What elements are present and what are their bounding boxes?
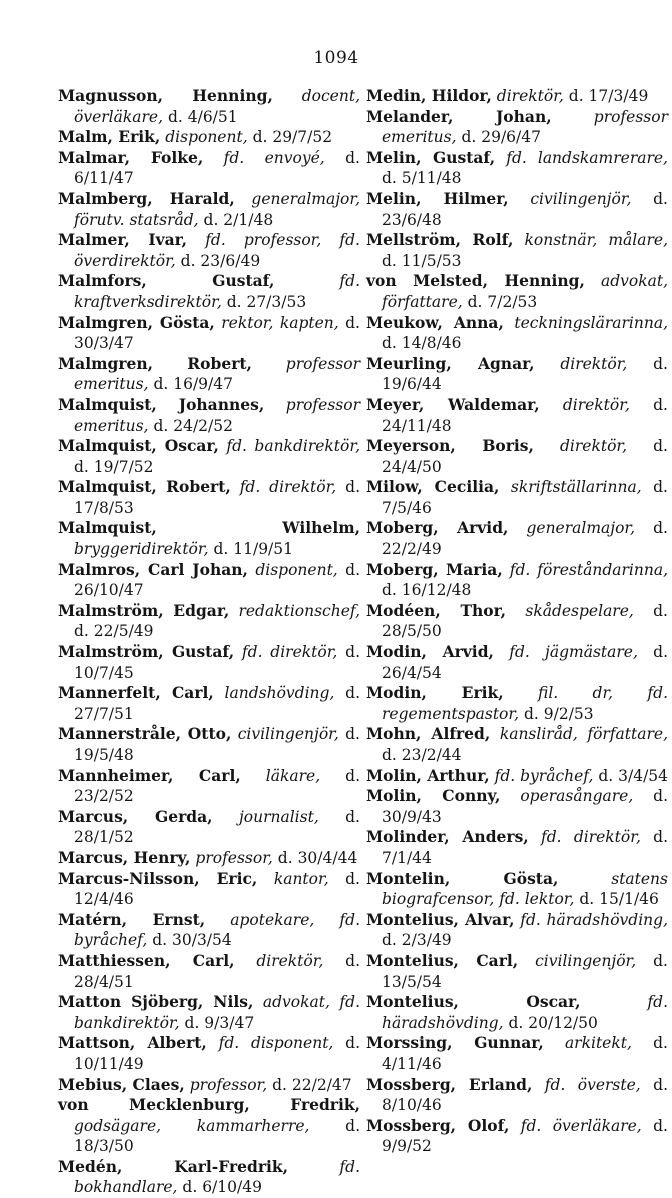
entry-name: Marcus, Henry, — [58, 847, 191, 867]
obituary-entry — [366, 230, 668, 271]
obituary-entry — [58, 848, 360, 869]
entry-name: Medén, Karl-Fredrik, — [58, 1156, 289, 1176]
entry-description: direktör, — [562, 395, 630, 414]
entry-description: fd. föreståndarinna, — [509, 560, 668, 579]
entry-death-date: d. 7/1/44 — [382, 828, 668, 867]
entry-description: godsägare, kammarherre, — [74, 1116, 310, 1135]
entry-description: direktör, — [496, 87, 564, 105]
entry-description: fd. disponent, — [218, 1034, 334, 1053]
entry-description: statens biografcensor, fd. lektor, — [382, 869, 668, 909]
entry-death-date: d. 7/5/46 — [382, 478, 668, 517]
entry-description: disponent, — [165, 128, 248, 147]
entry-name: Mebius, Claes, — [58, 1074, 185, 1094]
entry-description: direktör, — [560, 354, 628, 373]
obituary-entry — [58, 642, 360, 683]
obituary-entry — [58, 992, 360, 1033]
obituary-entry — [366, 827, 668, 868]
obituary-entry — [58, 1157, 360, 1198]
entry-name: Matthiessen, Carl, — [58, 950, 235, 970]
entry-death-date: d. 10/7/45 — [74, 643, 360, 682]
entry-name: Mohn, Alfred, — [366, 724, 491, 744]
entry-death-date: d. 15/1/46 — [579, 890, 659, 909]
obituary-entry — [366, 107, 668, 148]
entry-death-date: d. 28/4/51 — [74, 951, 360, 991]
entry-name: Molin, Arthur, — [366, 765, 490, 785]
entry-death-date: d. 17/8/53 — [74, 478, 360, 517]
entry-description: rektor, kapten, — [221, 313, 339, 332]
entry-name: Mellström, Rolf, — [366, 230, 514, 250]
obituary-entry — [58, 189, 360, 230]
entry-description: civilingenjör, — [237, 725, 339, 744]
entry-description: advokat, författare, — [382, 272, 668, 311]
obituary-entry — [366, 518, 668, 559]
entry-name: Montelin, Gösta, — [366, 868, 559, 888]
entry-name: Magnusson, Henning, — [58, 86, 273, 105]
entry-name: Malmberg, Harald, — [58, 188, 235, 208]
entry-death-date: d. 20/12/50 — [508, 1013, 598, 1032]
obituary-entry — [366, 354, 668, 395]
obituary-entry — [58, 724, 360, 765]
entry-death-date: d. 14/8/46 — [382, 334, 462, 353]
entry-name: Malmer, Ivar, — [58, 230, 188, 250]
entry-description: professor emeritus, — [74, 395, 360, 435]
entry-description: professor, — [189, 1075, 268, 1094]
entry-death-date: d. 30/9/43 — [382, 787, 668, 826]
entry-description: direktör, — [560, 437, 628, 456]
entry-name: Malmström, Edgar, — [58, 600, 230, 620]
entry-name: Meurling, Agnar, — [366, 353, 535, 373]
entry-description: fd. överste, — [544, 1075, 641, 1094]
entry-name: Malmar, Folke, — [58, 147, 204, 167]
entry-name: Molin, Conny, — [366, 786, 501, 806]
obituary-entry — [58, 766, 360, 807]
entry-death-date: d. 13/5/54 — [382, 951, 668, 991]
entry-description: landshövding, — [224, 684, 335, 703]
entry-name: Modin, Arvid, — [366, 642, 494, 662]
obituary-entry — [366, 910, 668, 951]
entry-description: fd. bokhandlare, — [74, 1157, 360, 1197]
entry-death-date: d. 28/1/52 — [74, 807, 360, 847]
obituary-entry — [58, 477, 360, 518]
obituary-entry — [58, 395, 360, 436]
entry-name: Mannerstråle, Otto, — [58, 724, 232, 744]
entry-description: disponent, — [255, 560, 338, 579]
obituary-entry — [366, 271, 668, 312]
left-column — [58, 86, 360, 1198]
entry-description: fd. bankdirektör, — [226, 437, 360, 456]
entry-name: Malmgren, Robert, — [58, 353, 252, 373]
entry-name: Malmström, Gustaf, — [58, 642, 235, 662]
page-number: 1094 — [313, 48, 359, 68]
obituary-entry — [366, 477, 668, 518]
entry-name: Malm, Erik, — [58, 127, 161, 147]
entry-death-date: d. 30/3/54 — [152, 931, 232, 950]
entry-death-date: d. 11/9/51 — [213, 540, 293, 559]
entry-description: fil. dr, fd. regementspastor, — [382, 684, 669, 723]
entry-name: Meyerson, Boris, — [366, 436, 534, 456]
entry-name: Matton Sjöberg, Nils, — [58, 992, 254, 1012]
entry-death-date: d. 27/3/53 — [226, 292, 307, 311]
entry-death-date: d. 7/2/53 — [467, 292, 538, 311]
obituary-entry — [58, 807, 360, 848]
obituary-entry — [58, 436, 360, 477]
entry-name: Matérn, Ernst, — [58, 909, 206, 929]
obituary-entry — [58, 313, 360, 354]
entry-death-date: d. 19/5/48 — [74, 725, 360, 764]
entry-description: skådespelare, — [525, 601, 634, 620]
entry-name: Modéen, Thor, — [366, 600, 507, 620]
right-column — [366, 86, 668, 1157]
entry-death-date: d. 27/7/51 — [74, 684, 360, 723]
entry-description: kansliråd, författare, — [499, 725, 668, 744]
entry-description: docent, överläkare, — [74, 87, 360, 126]
entry-name: Milow, Cecilia, — [366, 477, 500, 497]
entry-death-date: d. 22/2/47 — [272, 1075, 352, 1094]
entry-death-date: d. 16/9/47 — [153, 375, 233, 394]
obituary-entry — [366, 313, 668, 354]
obituary-entry — [58, 601, 360, 642]
entry-name: Mossberg, Erland, — [366, 1074, 533, 1094]
entry-death-date: d. 19/6/44 — [382, 354, 668, 394]
entry-name: Malmquist, Johannes, — [58, 394, 265, 414]
entry-name: Montelius, Alvar, — [366, 909, 515, 929]
entry-death-date: d. 8/10/46 — [382, 1075, 668, 1115]
entry-death-date: d. 24/11/48 — [382, 395, 668, 435]
entry-death-date: d. 26/4/54 — [382, 643, 669, 682]
entry-description: professor emeritus, — [74, 354, 360, 394]
entry-death-date: d. 22/5/49 — [74, 622, 154, 641]
obituary-entry — [58, 1033, 360, 1074]
entry-death-date: d. 9/9/52 — [382, 1116, 668, 1156]
entry-death-date: d. 4/6/51 — [167, 107, 238, 126]
entry-description: konstnär, målare, — [524, 231, 668, 250]
entry-death-date: d. 30/4/44 — [277, 848, 358, 867]
obituary-entry — [366, 786, 668, 827]
entry-death-date: d. 12/4/46 — [74, 869, 360, 909]
obituary-entry — [366, 724, 668, 765]
obituary-entry — [58, 354, 360, 395]
entry-description: fd. landskamrerare, — [506, 148, 668, 167]
obituary-entry — [366, 642, 668, 683]
entry-name: von Mecklenburg, Fredrik, — [58, 1095, 360, 1115]
entry-description: fd. envoyé, — [223, 148, 325, 167]
obituary-entry — [366, 992, 668, 1033]
entry-death-date: d. 23/6/48 — [382, 189, 668, 229]
obituary-entry — [58, 869, 360, 910]
entry-description: journalist, — [238, 807, 319, 826]
entry-death-date: d. 3/4/54 — [598, 766, 669, 785]
entry-name: Medin, Hildor, — [366, 86, 492, 105]
obituary-entry — [366, 395, 668, 436]
entry-description: fd. byråchef, — [494, 766, 594, 785]
entry-death-date: d. 6/11/47 — [74, 148, 360, 188]
entry-death-date: d. 23/6/49 — [180, 251, 261, 270]
entry-name: Montelius, Carl, — [366, 950, 519, 970]
entry-death-date: d. 24/4/50 — [382, 437, 668, 476]
entry-description: fd. häradshövding, — [382, 993, 668, 1032]
entry-description: fd. professor, fd. överdirektör, — [74, 231, 360, 270]
entry-description: arkitekt, — [564, 1034, 632, 1053]
entry-description: skriftställarinna, — [510, 478, 642, 497]
obituary-entry — [58, 1095, 360, 1157]
entry-death-date: d. 4/11/46 — [382, 1034, 668, 1073]
obituary-entry — [58, 230, 360, 271]
entry-death-date: d. 18/3/50 — [74, 1116, 360, 1156]
obituary-entry — [366, 1116, 668, 1157]
entry-name: Mattson, Albert, — [58, 1033, 207, 1053]
entry-name: Molinder, Anders, — [366, 827, 529, 847]
obituary-entry — [58, 127, 360, 148]
entry-name: Melander, Johan, — [366, 106, 552, 126]
entry-description: fd. direktör, — [540, 828, 641, 847]
entry-name: Malmgren, Gösta, — [58, 312, 215, 332]
entry-name: Meyer, Waldemar, — [366, 394, 540, 414]
entry-death-date: d. 17/3/49 — [568, 87, 649, 105]
obituary-entry — [58, 683, 360, 724]
entry-description: apotekare, fd. byråchef, — [74, 910, 360, 950]
obituary-entry — [58, 560, 360, 601]
obituary-entry — [366, 148, 668, 189]
entry-description: redaktionschef, — [238, 601, 360, 620]
entry-description: fd. jägmästare, — [509, 643, 638, 662]
entry-name: Melin, Hilmer, — [366, 188, 509, 208]
entry-name: Malmquist, Oscar, — [58, 436, 219, 456]
obituary-entry — [366, 683, 668, 724]
entry-death-date: d. 29/6/47 — [461, 128, 541, 147]
obituary-entry — [58, 148, 360, 189]
entry-death-date: d. 30/3/47 — [74, 313, 360, 353]
entry-death-date: d. 26/10/47 — [74, 560, 360, 600]
entry-death-date: d. 5/11/48 — [382, 169, 462, 188]
entry-death-date: d. 24/2/52 — [153, 416, 233, 435]
obituary-entry — [58, 86, 360, 127]
entry-description: fd. kraftverksdirektör, — [74, 272, 360, 311]
entry-name: Marcus-Nilsson, Eric, — [58, 868, 258, 888]
obituary-entry — [366, 766, 668, 787]
entry-description: direktör, — [256, 951, 324, 970]
obituary-entry — [366, 560, 668, 601]
entry-name: Modin, Erik, — [366, 683, 504, 703]
obituary-entry — [366, 189, 668, 230]
entry-description: teckningslärarinna, — [514, 313, 668, 332]
entry-name: Mossberg, Olof, — [366, 1115, 510, 1135]
entry-death-date: d. 23/2/52 — [74, 766, 360, 806]
entry-name: Malmquist, Robert, — [58, 477, 231, 497]
obituary-entry — [366, 436, 668, 477]
entry-description: fd. överläkare, — [520, 1116, 642, 1135]
entry-death-date: d. 10/11/49 — [74, 1034, 360, 1073]
entry-death-date: d. 2/1/48 — [203, 210, 274, 229]
obituary-entry — [58, 1075, 360, 1096]
entry-death-date: d. 9/2/53 — [523, 704, 594, 723]
entry-description: generalmajor, — [526, 519, 636, 538]
entry-death-date: d. 2/3/49 — [382, 931, 452, 950]
entry-name: Malmfors, Gustaf, — [58, 271, 275, 291]
entry-death-date: d. 23/2/44 — [382, 746, 462, 764]
entry-name: Mannheimer, Carl, — [58, 765, 241, 785]
entry-name: Meukow, Anna, — [366, 312, 504, 332]
entry-description: advokat, fd. bankdirektör, — [74, 993, 360, 1032]
entry-description: operasångare, — [520, 787, 634, 806]
obituary-entry — [366, 601, 668, 642]
entry-description: fd. häradshövding, — [520, 910, 669, 929]
obituary-entry — [366, 951, 668, 992]
entry-description: fd. direktör, — [241, 643, 338, 662]
entry-description: civilingenjör, — [530, 189, 632, 208]
entry-name: von Melsted, Henning, — [366, 271, 585, 291]
entry-description: kantor, — [273, 869, 329, 888]
obituary-entry — [58, 518, 360, 559]
entry-description: professor, — [195, 848, 273, 867]
entry-death-date: d. 11/5/53 — [382, 251, 462, 270]
entry-name: Mannerfelt, Carl, — [58, 683, 214, 703]
entry-name: Marcus, Gerda, — [58, 806, 213, 826]
entry-name: Malmquist, Wilhelm, — [58, 518, 360, 538]
obituary-entry — [58, 271, 360, 312]
entry-death-date: d. 28/5/50 — [382, 601, 668, 641]
obituary-entry — [366, 869, 668, 910]
entry-description: professor emeritus, — [382, 107, 668, 147]
entry-name: Malmros, Carl Johan, — [58, 559, 248, 579]
entry-death-date: d. 19/7/52 — [74, 457, 154, 476]
entry-description: bryggeridirektör, — [74, 540, 209, 559]
entry-death-date: d. 9/3/47 — [184, 1013, 255, 1032]
entry-description: generalmajor, förutv. statsråd, — [74, 189, 360, 229]
obituary-entry — [58, 910, 360, 951]
entry-description: läkare, — [265, 766, 321, 785]
obituary-entry — [366, 86, 668, 107]
entry-description: fd. direktör, — [239, 478, 337, 497]
entry-name: Moberg, Maria, — [366, 559, 503, 579]
entry-death-date: d. 6/10/49 — [182, 1178, 262, 1197]
obituary-entry — [58, 951, 360, 992]
entry-death-date: d. 16/12/48 — [382, 581, 472, 600]
entry-name: Montelius, Oscar, — [366, 992, 581, 1012]
entry-death-date: d. 29/7/52 — [252, 128, 333, 147]
entry-name: Melin, Gustaf, — [366, 147, 496, 167]
entry-name: Morssing, Gunnar, — [366, 1033, 544, 1053]
obituary-entry — [366, 1075, 668, 1116]
entry-name: Moberg, Arvid, — [366, 518, 509, 538]
entry-description: civilingenjör, — [535, 951, 637, 970]
entry-death-date: d. 22/2/49 — [382, 519, 668, 559]
obituary-entry — [366, 1033, 668, 1074]
